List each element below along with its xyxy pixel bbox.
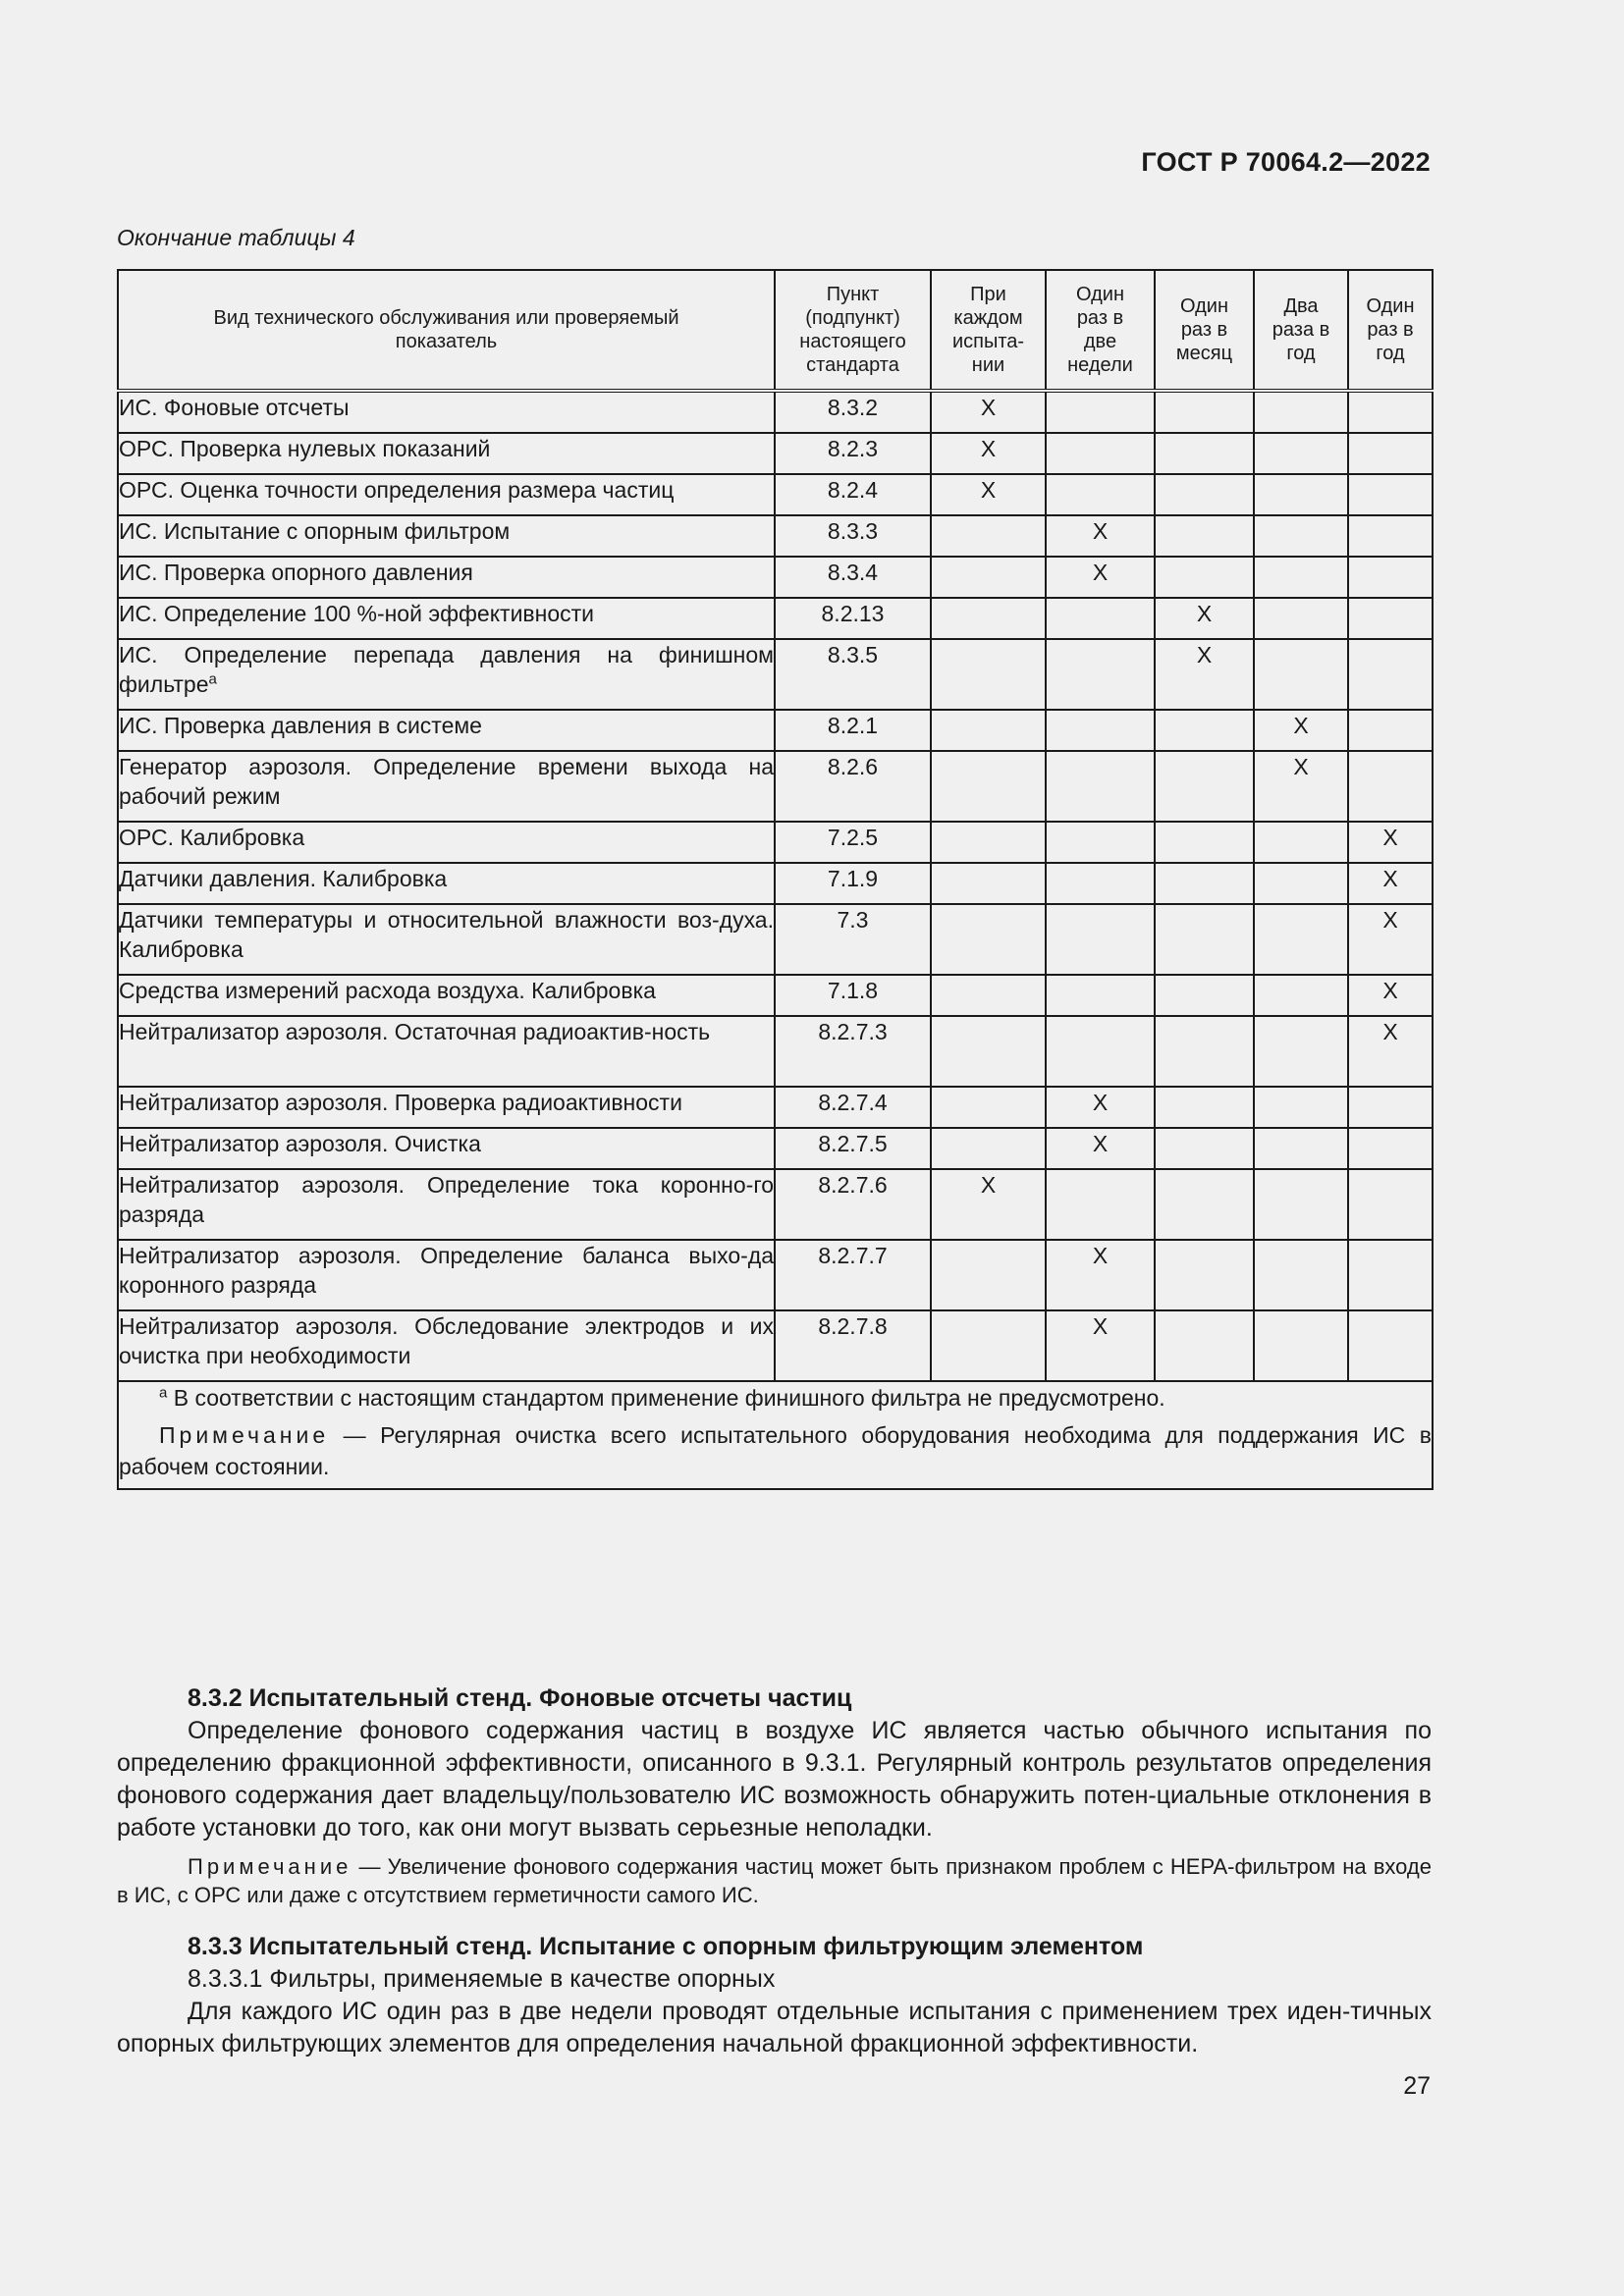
frequency-cell	[1254, 904, 1348, 975]
frequency-cell	[931, 975, 1046, 1016]
table-footer-row	[118, 1381, 1433, 1489]
table-caption: Окончание таблицы 4	[117, 225, 355, 250]
frequency-cell	[1046, 710, 1155, 751]
frequency-cell	[1155, 751, 1254, 822]
section-8-3-3	[117, 1931, 1432, 2060]
clause-number: 8.2.7.7	[775, 1240, 931, 1310]
maintenance-item-text: ИС. Проверка давления в системе	[119, 713, 482, 738]
frequency-cell	[931, 639, 1046, 710]
column-header: Вид технического обслуживания или проверяемый показатель	[118, 270, 775, 391]
frequency-mark: X	[1046, 557, 1155, 598]
maintenance-item	[118, 1128, 775, 1169]
frequency-mark: X	[1155, 598, 1254, 639]
frequency-cell	[1348, 557, 1433, 598]
frequency-cell	[1155, 391, 1254, 433]
frequency-mark: X	[1046, 1310, 1155, 1381]
maintenance-item	[118, 822, 775, 863]
table-row	[118, 863, 1433, 904]
maintenance-item-text: ОРС. Оценка точности определения размера частиц	[119, 477, 675, 503]
frequency-cell	[1155, 557, 1254, 598]
maintenance-item	[118, 598, 775, 639]
frequency-cell	[1155, 1016, 1254, 1087]
clause-number: 8.2.7.5	[775, 1128, 931, 1169]
note-label: Примечание	[188, 1854, 352, 1879]
frequency-cell	[1046, 433, 1155, 474]
frequency-cell	[931, 751, 1046, 822]
frequency-cell	[1046, 751, 1155, 822]
table-row	[118, 751, 1433, 822]
subsection-heading: 8.3.3.1 Фильтры, применяемые в качестве опорных	[188, 1965, 776, 1993]
maintenance-item-text: ИС. Определение 100 %-ной эффективности	[119, 601, 595, 626]
frequency-cell	[1155, 1169, 1254, 1240]
section-paragraph: Определение фонового содержания частиц в воздухе ИС является частью обычного испытания по определению фракционной эффективности, описанного в 9.3.1. Регулярный контроль результатов определения фонового содержания дает владельцу/пользователю ИС возможность обнаружить потен-циальные отклонения в работе установки до того, как они могут вызвать серьезные неполадки.	[117, 1717, 1432, 1842]
frequency-cell	[1254, 557, 1348, 598]
frequency-cell	[1254, 975, 1348, 1016]
frequency-cell	[1155, 1128, 1254, 1169]
frequency-cell	[1348, 1128, 1433, 1169]
column-header: Один раз в месяц	[1155, 270, 1254, 391]
maintenance-item	[118, 1087, 775, 1128]
frequency-cell	[931, 863, 1046, 904]
maintenance-item-text: Нейтрализатор аэрозоля. Определение баланса выхо-да коронного разряда	[119, 1243, 774, 1298]
frequency-mark: X	[1254, 710, 1348, 751]
frequency-cell	[1254, 598, 1348, 639]
table-row	[118, 515, 1433, 557]
maintenance-table	[117, 269, 1434, 1490]
maintenance-item	[118, 474, 775, 515]
table-row	[118, 1128, 1433, 1169]
frequency-cell	[931, 822, 1046, 863]
frequency-cell	[931, 710, 1046, 751]
maintenance-item	[118, 710, 775, 751]
frequency-mark: X	[1046, 515, 1155, 557]
clause-number: 8.3.4	[775, 557, 931, 598]
frequency-cell	[1254, 515, 1348, 557]
frequency-mark: X	[1046, 1087, 1155, 1128]
frequency-cell	[1155, 1310, 1254, 1381]
frequency-cell	[1348, 1310, 1433, 1381]
footnote-ref: a	[208, 670, 217, 688]
maintenance-item	[118, 515, 775, 557]
frequency-cell	[931, 904, 1046, 975]
table-row	[118, 474, 1433, 515]
table-row	[118, 1310, 1433, 1381]
maintenance-item-text: ИС. Фоновые отсчеты	[119, 395, 350, 420]
frequency-mark: X	[1348, 1016, 1433, 1087]
frequency-cell	[1155, 710, 1254, 751]
table-header-row	[118, 270, 1433, 391]
clause-number: 8.2.7.4	[775, 1087, 931, 1128]
frequency-mark: X	[1046, 1240, 1155, 1310]
table-row	[118, 710, 1433, 751]
frequency-mark: X	[1155, 639, 1254, 710]
maintenance-item	[118, 1016, 775, 1087]
footnote-mark: a	[159, 1384, 168, 1402]
frequency-cell	[1046, 904, 1155, 975]
maintenance-item-text: Датчики температуры и относительной влажности воз-духа. Калибровка	[119, 907, 774, 962]
clause-number: 7.2.5	[775, 822, 931, 863]
column-header: При каждом испыта-нии	[931, 270, 1046, 391]
note-text: — Регулярная очистка всего испытательного оборудования необходима для поддержания ИС в рабочем состоянии.	[119, 1422, 1432, 1479]
clause-number: 8.3.3	[775, 515, 931, 557]
maintenance-item	[118, 1310, 775, 1381]
frequency-cell	[1155, 863, 1254, 904]
frequency-mark: X	[1046, 1128, 1155, 1169]
clause-number: 8.3.5	[775, 639, 931, 710]
clause-number: 8.2.7.3	[775, 1016, 931, 1087]
maintenance-item-text: Нейтрализатор аэрозоля. Определение тока коронно-го разряда	[119, 1172, 774, 1227]
frequency-cell	[931, 557, 1046, 598]
clause-number: 7.1.8	[775, 975, 931, 1016]
frequency-cell	[1254, 1087, 1348, 1128]
table-body	[118, 391, 1433, 1381]
frequency-cell	[1348, 474, 1433, 515]
frequency-mark: X	[931, 474, 1046, 515]
frequency-mark: X	[1254, 751, 1348, 822]
table-row	[118, 904, 1433, 975]
maintenance-item	[118, 975, 775, 1016]
frequency-mark: X	[931, 433, 1046, 474]
frequency-cell	[1046, 1169, 1155, 1240]
frequency-cell	[931, 1240, 1046, 1310]
frequency-mark: X	[931, 1169, 1046, 1240]
frequency-cell	[931, 1087, 1046, 1128]
section-heading: 8.3.3 Испытательный стенд. Испытание с опорным фильтрующим элементом	[188, 1933, 1144, 1960]
frequency-cell	[1348, 433, 1433, 474]
footnote	[119, 1382, 1432, 1414]
clause-number: 8.2.7.8	[775, 1310, 931, 1381]
frequency-cell	[1155, 474, 1254, 515]
column-header: Один раз в год	[1348, 270, 1433, 391]
frequency-cell	[1254, 391, 1348, 433]
maintenance-item-text: Нейтрализатор аэрозоля. Очистка	[119, 1131, 481, 1156]
frequency-cell	[931, 1016, 1046, 1087]
frequency-cell	[931, 1128, 1046, 1169]
maintenance-item	[118, 751, 775, 822]
maintenance-item-text: Средства измерений расхода воздуха. Калибровка	[119, 978, 656, 1003]
section-heading: 8.3.2 Испытательный стенд. Фоновые отсчеты частиц	[188, 1684, 852, 1712]
maintenance-item-text: Нейтрализатор аэрозоля. Остаточная радиоактив-ность	[119, 1019, 711, 1044]
maintenance-item-text: ИС. Проверка опорного давления	[119, 560, 473, 585]
table-footnotes	[118, 1381, 1433, 1489]
maintenance-item-text: ОРС. Калибровка	[119, 825, 305, 850]
frequency-mark: X	[1348, 863, 1433, 904]
frequency-cell	[1046, 639, 1155, 710]
frequency-cell	[1155, 1240, 1254, 1310]
frequency-cell	[1046, 975, 1155, 1016]
maintenance-item	[118, 557, 775, 598]
frequency-mark: X	[1348, 975, 1433, 1016]
frequency-mark: X	[1348, 822, 1433, 863]
maintenance-item-text: ОРС. Проверка нулевых показаний	[119, 436, 491, 461]
frequency-cell	[1254, 1310, 1348, 1381]
table-row	[118, 1169, 1433, 1240]
clause-number: 8.2.13	[775, 598, 931, 639]
frequency-cell	[1046, 822, 1155, 863]
frequency-cell	[1254, 639, 1348, 710]
frequency-cell	[1046, 1016, 1155, 1087]
table-note	[119, 1419, 1432, 1482]
maintenance-item	[118, 1169, 775, 1240]
frequency-cell	[1155, 1087, 1254, 1128]
frequency-cell	[1155, 433, 1254, 474]
frequency-cell	[1348, 515, 1433, 557]
clause-number: 8.2.6	[775, 751, 931, 822]
frequency-cell	[1348, 1240, 1433, 1310]
section-note	[117, 1852, 1432, 1909]
maintenance-item-text: ИС. Определение перепада давления на финишном фильтре	[119, 642, 774, 697]
clause-number: 7.3	[775, 904, 931, 975]
column-header: Пункт (подпункт) настоящего стандарта	[775, 270, 931, 391]
document-code: ГОСТ Р 70064.2—2022	[1141, 147, 1431, 177]
table-row	[118, 598, 1433, 639]
frequency-cell	[1254, 863, 1348, 904]
frequency-cell	[931, 1310, 1046, 1381]
frequency-cell	[1254, 1169, 1348, 1240]
table-row	[118, 391, 1433, 433]
frequency-cell	[1155, 822, 1254, 863]
frequency-cell	[1254, 474, 1348, 515]
table-row	[118, 639, 1433, 710]
clause-number: 7.1.9	[775, 863, 931, 904]
table-row	[118, 557, 1433, 598]
maintenance-item	[118, 904, 775, 975]
column-header: Два раза в год	[1254, 270, 1348, 391]
column-header: Один раз в две недели	[1046, 270, 1155, 391]
section-8-3-2	[117, 1682, 1432, 1909]
maintenance-item	[118, 1240, 775, 1310]
frequency-cell	[1348, 1087, 1433, 1128]
frequency-cell	[1254, 1128, 1348, 1169]
maintenance-item-text: Нейтрализатор аэрозоля. Проверка радиоактивности	[119, 1090, 682, 1115]
frequency-cell	[1348, 391, 1433, 433]
clause-number: 8.2.4	[775, 474, 931, 515]
table-row	[118, 433, 1433, 474]
frequency-cell	[1046, 391, 1155, 433]
footnote-text: В соответствии с настоящим стандартом применение финишного фильтра не предусмотрено.	[173, 1385, 1165, 1411]
section-paragraph: Для каждого ИС один раз в две недели проводят отдельные испытания с применением трех иден-тичных опорных фильтрующих элементов для определения начальной фракционной эффективности.	[117, 1998, 1432, 2057]
maintenance-item	[118, 391, 775, 433]
maintenance-item	[118, 639, 775, 710]
frequency-cell	[1348, 751, 1433, 822]
frequency-cell	[1155, 515, 1254, 557]
frequency-mark: X	[931, 391, 1046, 433]
maintenance-item-text: Нейтрализатор аэрозоля. Обследование электродов и их очистка при необходимости	[119, 1313, 774, 1368]
note-label: Примечание	[159, 1422, 330, 1448]
frequency-cell	[1254, 1016, 1348, 1087]
maintenance-item	[118, 863, 775, 904]
frequency-cell	[1254, 822, 1348, 863]
frequency-cell	[1046, 598, 1155, 639]
frequency-cell	[1046, 863, 1155, 904]
clause-number: 8.2.3	[775, 433, 931, 474]
maintenance-item	[118, 433, 775, 474]
frequency-cell	[1254, 433, 1348, 474]
frequency-cell	[931, 598, 1046, 639]
note-text: — Увеличение фонового содержания частиц может быть признаком проблем с HEPA-фильтром на входе в ИС, с ОРС или даже с отсутствием герметичности самого ИС.	[117, 1854, 1432, 1907]
table-row	[118, 1016, 1433, 1087]
table-row	[118, 1240, 1433, 1310]
page-number: 27	[1403, 2072, 1431, 2100]
maintenance-item-text: Генератор аэрозоля. Определение времени выхода на рабочий режим	[119, 754, 774, 809]
maintenance-item-text: Датчики давления. Калибровка	[119, 866, 448, 891]
clause-number: 8.2.7.6	[775, 1169, 931, 1240]
frequency-cell	[1046, 474, 1155, 515]
table-row	[118, 975, 1433, 1016]
clause-number: 8.3.2	[775, 391, 931, 433]
maintenance-item-text: ИС. Испытание с опорным фильтром	[119, 518, 511, 544]
frequency-cell	[931, 515, 1046, 557]
frequency-cell	[1155, 975, 1254, 1016]
frequency-cell	[1348, 1169, 1433, 1240]
frequency-cell	[1348, 639, 1433, 710]
table-row	[118, 822, 1433, 863]
frequency-cell	[1254, 1240, 1348, 1310]
frequency-cell	[1348, 598, 1433, 639]
table-row	[118, 1087, 1433, 1128]
clause-number: 8.2.1	[775, 710, 931, 751]
frequency-cell	[1348, 710, 1433, 751]
frequency-mark: X	[1348, 904, 1433, 975]
frequency-cell	[1155, 904, 1254, 975]
